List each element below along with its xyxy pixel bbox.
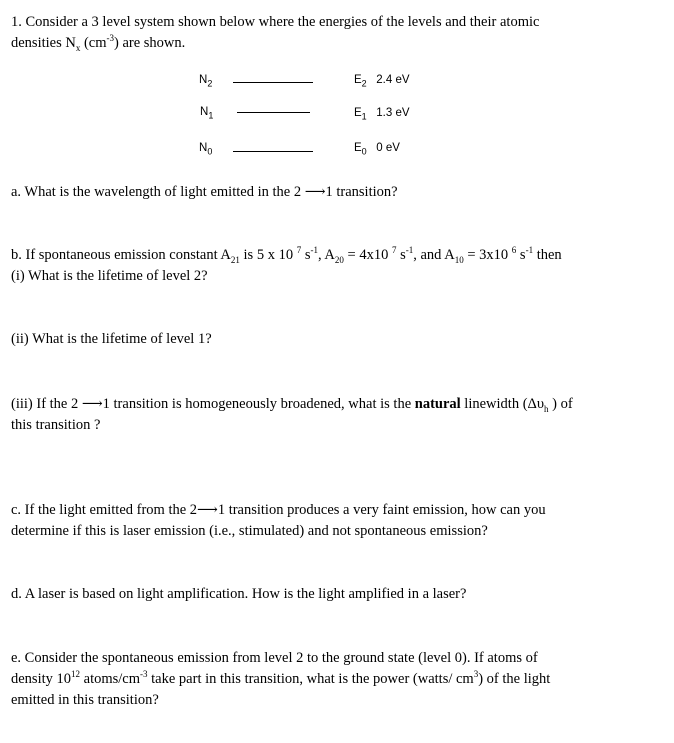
question-d: d. A laser is based on light amplification. How is the light amplified in a laser? — [11, 586, 467, 602]
question-a: a. What is the wavelength of light emitted in the 2 ⟶1 transition? — [11, 184, 398, 200]
level-1-energy: $E_1$ 1.3 eV — [354, 107, 410, 122]
level-0-density-label: $N_0$ — [199, 142, 213, 157]
level-1-density-label: $N_1$ — [200, 106, 214, 121]
question-b-iii-line1: (iii) If the 2 ⟶1 transition is homogeneously broadened, what is the natural linewidth ($\Delta\upsilon_h$ ) of — [11, 396, 573, 414]
question-e-line2: density $10^{12}$ atoms/$cm^{-3}$ take part in this transition, what is the power (watts/ $cm^3$) of the light — [11, 669, 551, 687]
level-0-energy: $E_0$ 0 eV — [354, 142, 400, 157]
question-b: b. If spontaneous emission constant $A_{21}$ is 5 x 10 $^7$ $s^{-1}$, $A_{20} = 4x10$ $^7$ $s^{-1}$, and $A_{10} = 3x10$ $^6$ $s^{-1}$ then — [11, 245, 562, 265]
level-1-line — [237, 112, 310, 113]
question-e-line3: emitted in this transition? — [11, 692, 159, 708]
question-c-line2: determine if this is laser emission (i.e., stimulated) and not spontaneous emission? — [11, 523, 488, 539]
question-e-line1: e. Consider the spontaneous emission from level 2 to the ground state (level 0). If atoms of — [11, 650, 538, 666]
level-2-density-label: $N_2$ — [199, 74, 213, 89]
level-2-line — [233, 82, 313, 83]
question-b-iii-line2: this transition ? — [11, 417, 101, 433]
q1-intro-line2: densities $N_x$ $(cm^{-3})$ are shown. — [11, 33, 186, 53]
question-b-i: (i) What is the lifetime of level 2? — [11, 268, 208, 284]
question-c-line1: c. If the light emitted from the 2⟶1 transition produces a very faint emission, how can you — [11, 502, 546, 518]
question-b-ii: (ii) What is the lifetime of level 1? — [11, 331, 212, 347]
level-2-energy: $E_2$ 2.4 eV — [354, 74, 410, 89]
level-0-line — [233, 151, 313, 152]
q1-intro-line1: 1. Consider a 3 level system shown below where the energies of the levels and their atomic — [11, 14, 540, 30]
